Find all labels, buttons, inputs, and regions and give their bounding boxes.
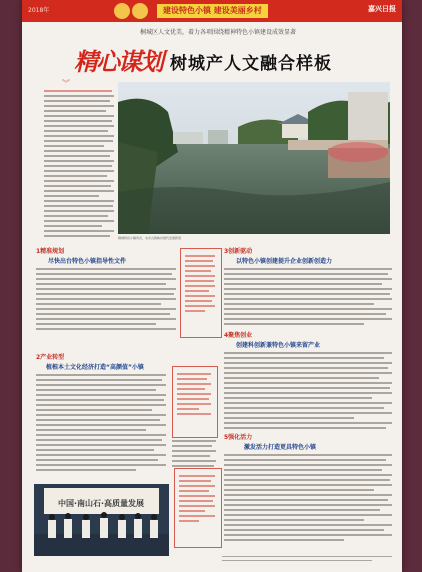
canal-landscape-photo bbox=[118, 82, 390, 234]
section-4-body bbox=[224, 352, 392, 432]
section-1-body bbox=[36, 268, 176, 333]
intro-text-column bbox=[44, 90, 114, 240]
photo-caption: 桐城特色小镇风光，水乡古韵映衬现代发展新貌 bbox=[118, 236, 182, 240]
section-4-title: 创建科创新兼特色小镇来留产业 bbox=[236, 342, 321, 349]
section-1-title: 尽快出台特色小镇指导性文件 bbox=[48, 258, 127, 265]
quote-box-1 bbox=[180, 248, 222, 338]
state-emblem-icon bbox=[132, 3, 148, 19]
section-2-body bbox=[36, 374, 166, 474]
quote-box-3 bbox=[174, 468, 222, 548]
masthead-left-text: 2018年 bbox=[28, 7, 50, 14]
masthead-banner: 建设特色小镇 建设美丽乡村 bbox=[157, 4, 268, 18]
section-4-label: 4聚焦创业 bbox=[224, 332, 253, 339]
calligraphy-title: 精心谋划 bbox=[74, 47, 162, 76]
section-3-title: 以特色小镇创建提升企业创新创造力 bbox=[236, 258, 333, 265]
banner-photo-text: 中国·南山石·高质量发展 bbox=[57, 499, 145, 508]
subheadline: 桐城区人文优美，着力各项围绕精神特色小镇建设成效显著 bbox=[139, 29, 296, 36]
background-right bbox=[402, 0, 422, 572]
section-5-body bbox=[224, 454, 392, 544]
main-headline: 树城产人文融合样板 bbox=[170, 54, 332, 74]
footer-credits bbox=[222, 556, 392, 564]
section-2-body-continued bbox=[172, 440, 216, 470]
background-left bbox=[0, 0, 22, 572]
section-5-title: 激发活力打造更具特色小镇 bbox=[244, 444, 317, 451]
chevron-down-icon: ︾ bbox=[62, 79, 70, 88]
section-2-label: 2产业转型 bbox=[36, 354, 65, 361]
masthead bbox=[22, 0, 402, 22]
section-2-title: 植根本土文化经济打造“高颜值”小镇 bbox=[46, 364, 144, 371]
party-emblem-icon bbox=[114, 3, 130, 19]
masthead-paper-name: 嘉兴日报 bbox=[368, 5, 396, 13]
ceremony-photo bbox=[34, 484, 169, 556]
newspaper-page bbox=[22, 0, 402, 572]
section-3-body bbox=[224, 268, 392, 328]
section-1-label: 1精准规划 bbox=[36, 248, 65, 255]
section-3-label: 3创新驱动 bbox=[224, 248, 253, 255]
quote-box-2 bbox=[172, 366, 218, 438]
section-5-label: 5强化活力 bbox=[224, 434, 253, 441]
